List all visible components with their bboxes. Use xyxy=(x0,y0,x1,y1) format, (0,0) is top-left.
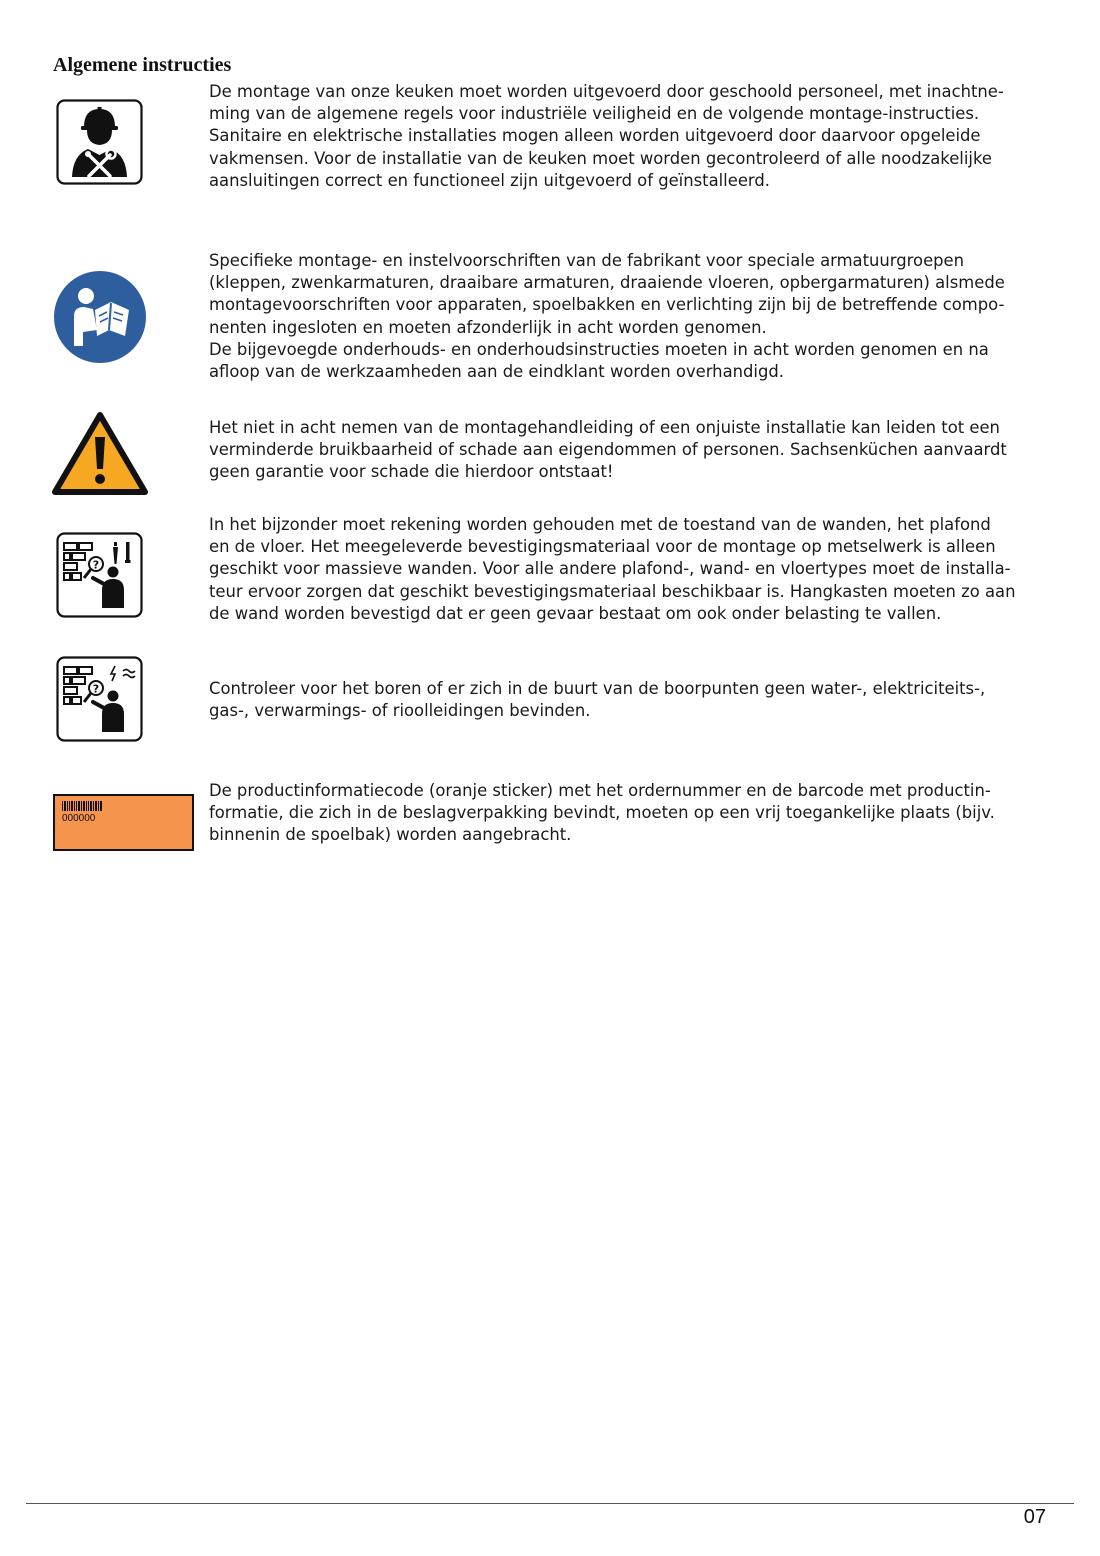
paragraph-personnel: De montage van onze keuken moet worden uitgevoerd door geschoold personeel, met inachtne- ming van de algemene regels voor industriële veiligheid en de volgende montage-instructies. Sanitaire en elektrische installaties mogen alleen worden uitgevoerd door daarvoor opgeleide vakmensen. Voor de installatie van de keuken moet worden gecontroleerd of alle noodzakelijke aansluitingen correct en functioneel zijn uitgevoerd of geïnstalleerd. xyxy=(209,82,1004,190)
paragraph-manufacturer-instructions: Specifieke montage- en instelvoorschriften van de fabrikant voor speciale armatuurgroepen (kleppen, zwenkarmaturen, draaibare armaturen, draaiende vloeren, opbergarmaturen) alsmede montagevoorschriften voor apparaten, spoelbakken en verlichting zijn bij de betreffende compo- nenten ingesloten en moeten afzonderlijk in acht worden genomen. De bijgevoegde onderhouds- en onderhoudsinstructies moeten in acht worden genomen en na afloop van de werkzaamheden aan de eindklant worden overhandigd. xyxy=(209,251,1005,382)
wall-inspection-icon xyxy=(56,532,143,622)
warning-triangle-icon xyxy=(52,411,148,500)
paragraph-sticker: De productinformatiecode (oranje sticker) met het ordernummer en de barcode met productin- formatie, die zich in de beslagverpakking bevindt, moeten op een vrij toegankelijke plaats (bijv. binnenin de spoelbak) worden aangebracht. xyxy=(209,781,995,845)
paragraph-warning: Het niet in acht nemen van de montagehandleiding of een onjuiste installatie kan leiden tot een verminderde bruikbaarheid of schade aan eigendommen of personen. Sachsenküchen aanvaardt geen garantie voor schade die hierdoor ontstaat! xyxy=(209,418,1007,482)
sticker-code: 000000 xyxy=(62,813,96,824)
product-sticker-icon xyxy=(53,794,194,851)
svg-text:?: ? xyxy=(92,682,100,696)
footer-divider xyxy=(26,1503,1074,1504)
page-number: 07 xyxy=(1023,1506,1046,1528)
worker-tools-icon xyxy=(56,99,143,189)
section-title: Algemene instructies xyxy=(53,54,232,76)
paragraph-drilling: Controleer voor het boren of er zich in de buurt van de boorpunten geen water-, elektriciteits-, gas-, verwarmings- of rioolleidingen bevinden. xyxy=(209,679,986,721)
pipe-detection-icon xyxy=(56,656,143,746)
barcode-icon xyxy=(62,801,102,811)
paragraph-walls: In het bijzonder moet rekening worden gehouden met de toestand van de wanden, het plafond en de vloer. Het meegeleverde bevestigingsmateriaal voor de montage op metselwerk is alleen geschikt voor massieve wanden. Voor alle andere plafond-, wand- en vloertypes moet de installa- teur ervoor zorgen dat geschikt bevestigingsmateriaal beschikbaar is. Hangkasten moeten zo aan de wand worden bevestigd dat er geen gevaar bestaat om ook onder belasting te vallen. xyxy=(209,515,1016,623)
svg-text:?: ? xyxy=(92,558,100,572)
read-manual-icon xyxy=(53,270,147,368)
